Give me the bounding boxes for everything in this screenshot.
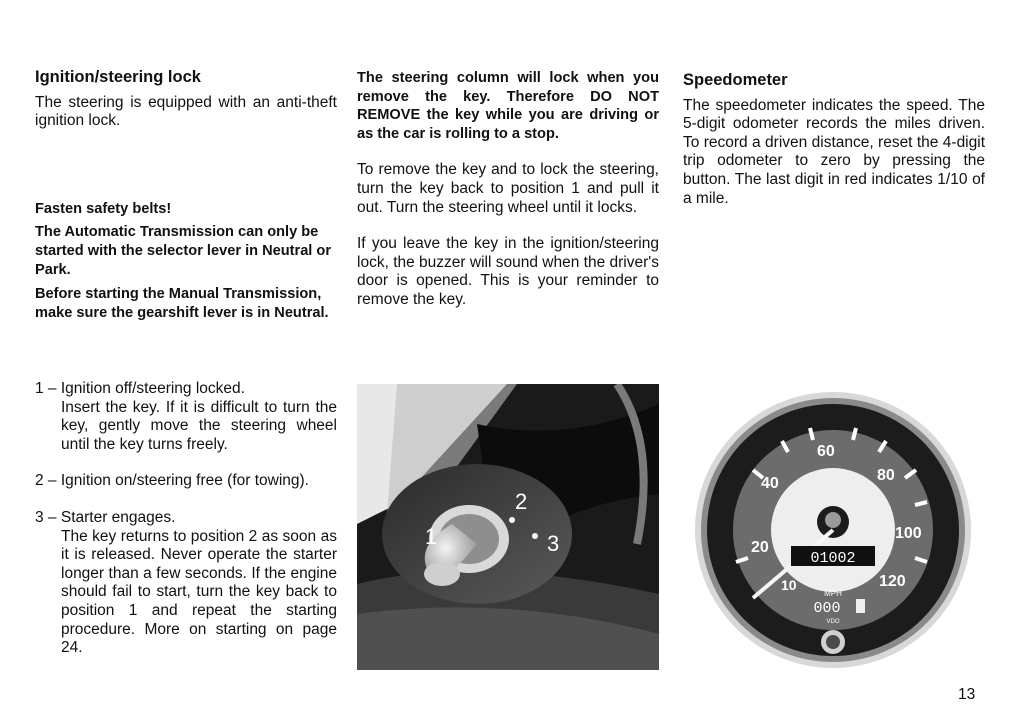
speedometer-text: The speedometer indicates the speed. The 5-digit odometer records the miles driven. To record a driven distance, reset the 4-digit trip odometer to zero by pressing the button. The last digit in red indicates 1/10 of a mile. — [683, 96, 985, 207]
speedometer-illustration — [693, 390, 973, 670]
position-2-head: 2 – Ignition on/steering free (for towing). — [35, 472, 309, 490]
key-positions-list — [35, 380, 337, 658]
ignition-text: The steering is equipped with an anti-theft ignition lock. — [35, 93, 337, 130]
gauge-label-20: 20 — [751, 539, 769, 556]
gauge-label-120: 120 — [879, 573, 906, 590]
steering-warning: The steering column will lock when you remove the key. Therefore DO NOT REMOVE the key while you are driving or as the car is rolling to a stop. — [357, 70, 659, 142]
position-1-body: Insert the key. If it is difficult to turn the key, gently move the steering wheel until the key turns freely. — [61, 398, 337, 453]
gauge-brand: VDO — [826, 619, 840, 625]
gauge-label-10: 10 — [781, 577, 797, 593]
remove-key-text: To remove the key and to lock the steering, turn the key back to position 1 and pull it out. Turn the steering wheel until it locks. — [357, 161, 659, 216]
right-column — [683, 71, 985, 208]
fasten-heading: Fasten safety belts! — [35, 200, 172, 217]
automatic-note: The Automatic Transmission can only be started with the selector lever in Neutral or Park. — [35, 224, 332, 278]
manual-note: Before starting the Manual Transmission, make sure the gearshift lever is in Neutral. — [35, 286, 329, 321]
middle-column — [357, 69, 659, 310]
trip-odometer: 000 — [813, 600, 841, 617]
page-number: 13 — [958, 686, 976, 703]
speedometer-dial — [693, 390, 973, 670]
gauge-label-60: 60 — [817, 443, 835, 460]
photo-label-3: 3 — [547, 531, 560, 556]
speedometer-heading: Speedometer — [683, 71, 788, 89]
ignition-lock-illustration — [357, 384, 659, 670]
ignition-lock-photo — [357, 384, 659, 670]
position-3-head: 3 – Starter engages. — [35, 508, 176, 526]
odometer-readout: 01002 — [810, 550, 856, 567]
gauge-label-80: 80 — [877, 467, 895, 484]
position-3-body: The key returns to position 2 as soon as it is released. Never operate the starter longer than a few seconds. If the engine should fail to start, turn the key back to position 1 and repeat the starting procedure. More on starting on page 24. — [61, 527, 337, 657]
left-column — [35, 68, 337, 322]
photo-label-2: 2 — [515, 489, 528, 514]
buzzer-text: If you leave the key in the ignition/steering lock, the buzzer will sound when the driver's door is opened. This is your reminder to remove the key. — [357, 235, 659, 308]
position-1-head: 1 – Ignition off/steering locked. — [35, 380, 245, 397]
photo-label-1: 1 — [425, 524, 438, 549]
ignition-heading: Ignition/steering lock — [35, 68, 201, 86]
gauge-label-40: 40 — [761, 475, 779, 492]
gauge-label-100: 100 — [895, 525, 922, 542]
gauge-unit: MPH — [824, 589, 842, 598]
